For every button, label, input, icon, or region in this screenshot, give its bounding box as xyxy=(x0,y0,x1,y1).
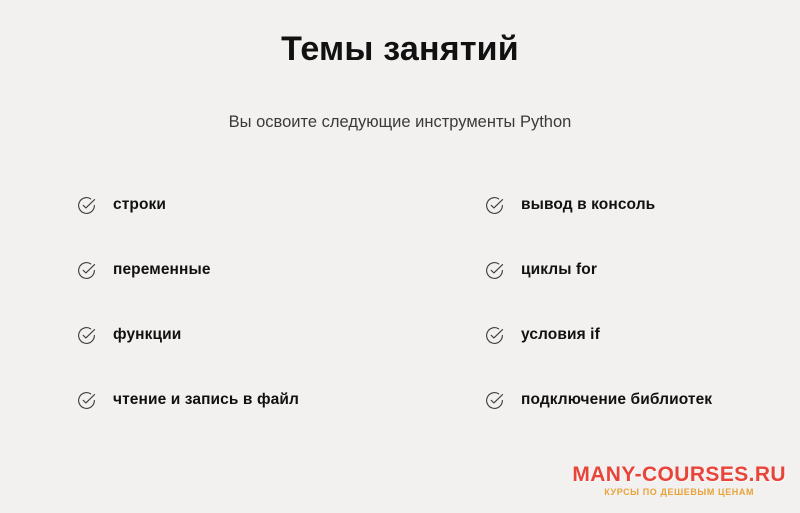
check-circle-icon xyxy=(76,195,97,216)
check-circle-icon xyxy=(484,195,505,216)
list-item-label: чтение и запись в файл xyxy=(113,391,299,408)
list-item-label: переменные xyxy=(113,261,211,278)
check-circle-icon xyxy=(76,325,97,346)
list-item xyxy=(484,255,800,285)
page-subtitle: Вы освоите следующие инструменты Python xyxy=(228,113,572,131)
list-item-label: вывод в консоль xyxy=(521,196,656,213)
check-circle-icon xyxy=(484,260,505,281)
check-circle-icon xyxy=(76,260,97,281)
topics-list xyxy=(0,190,800,415)
list-item-label: функции xyxy=(113,326,182,343)
check-circle-icon xyxy=(484,325,505,346)
page-title: Темы занятий xyxy=(281,30,519,68)
list-item-label: условия if xyxy=(521,326,600,343)
list-item xyxy=(76,385,400,415)
watermark xyxy=(572,464,786,497)
list-item xyxy=(76,255,400,285)
watermark-title: MANY-COURSES.RU xyxy=(572,463,786,486)
list-item xyxy=(76,320,400,350)
check-circle-icon xyxy=(76,390,97,411)
list-item-label: строки xyxy=(113,196,167,213)
list-item xyxy=(484,320,800,350)
topics-column-right xyxy=(400,190,800,415)
list-item-label: циклы for xyxy=(521,261,597,278)
watermark-subtitle: КУРСЫ ПО ДЕШЕВЫМ ЦЕНАМ xyxy=(604,487,755,497)
list-item xyxy=(76,190,400,220)
list-item xyxy=(484,385,800,415)
list-item xyxy=(484,190,800,220)
list-item-label: подключение библиотек xyxy=(521,391,713,408)
topics-column-left xyxy=(0,190,400,415)
check-circle-icon xyxy=(484,390,505,411)
